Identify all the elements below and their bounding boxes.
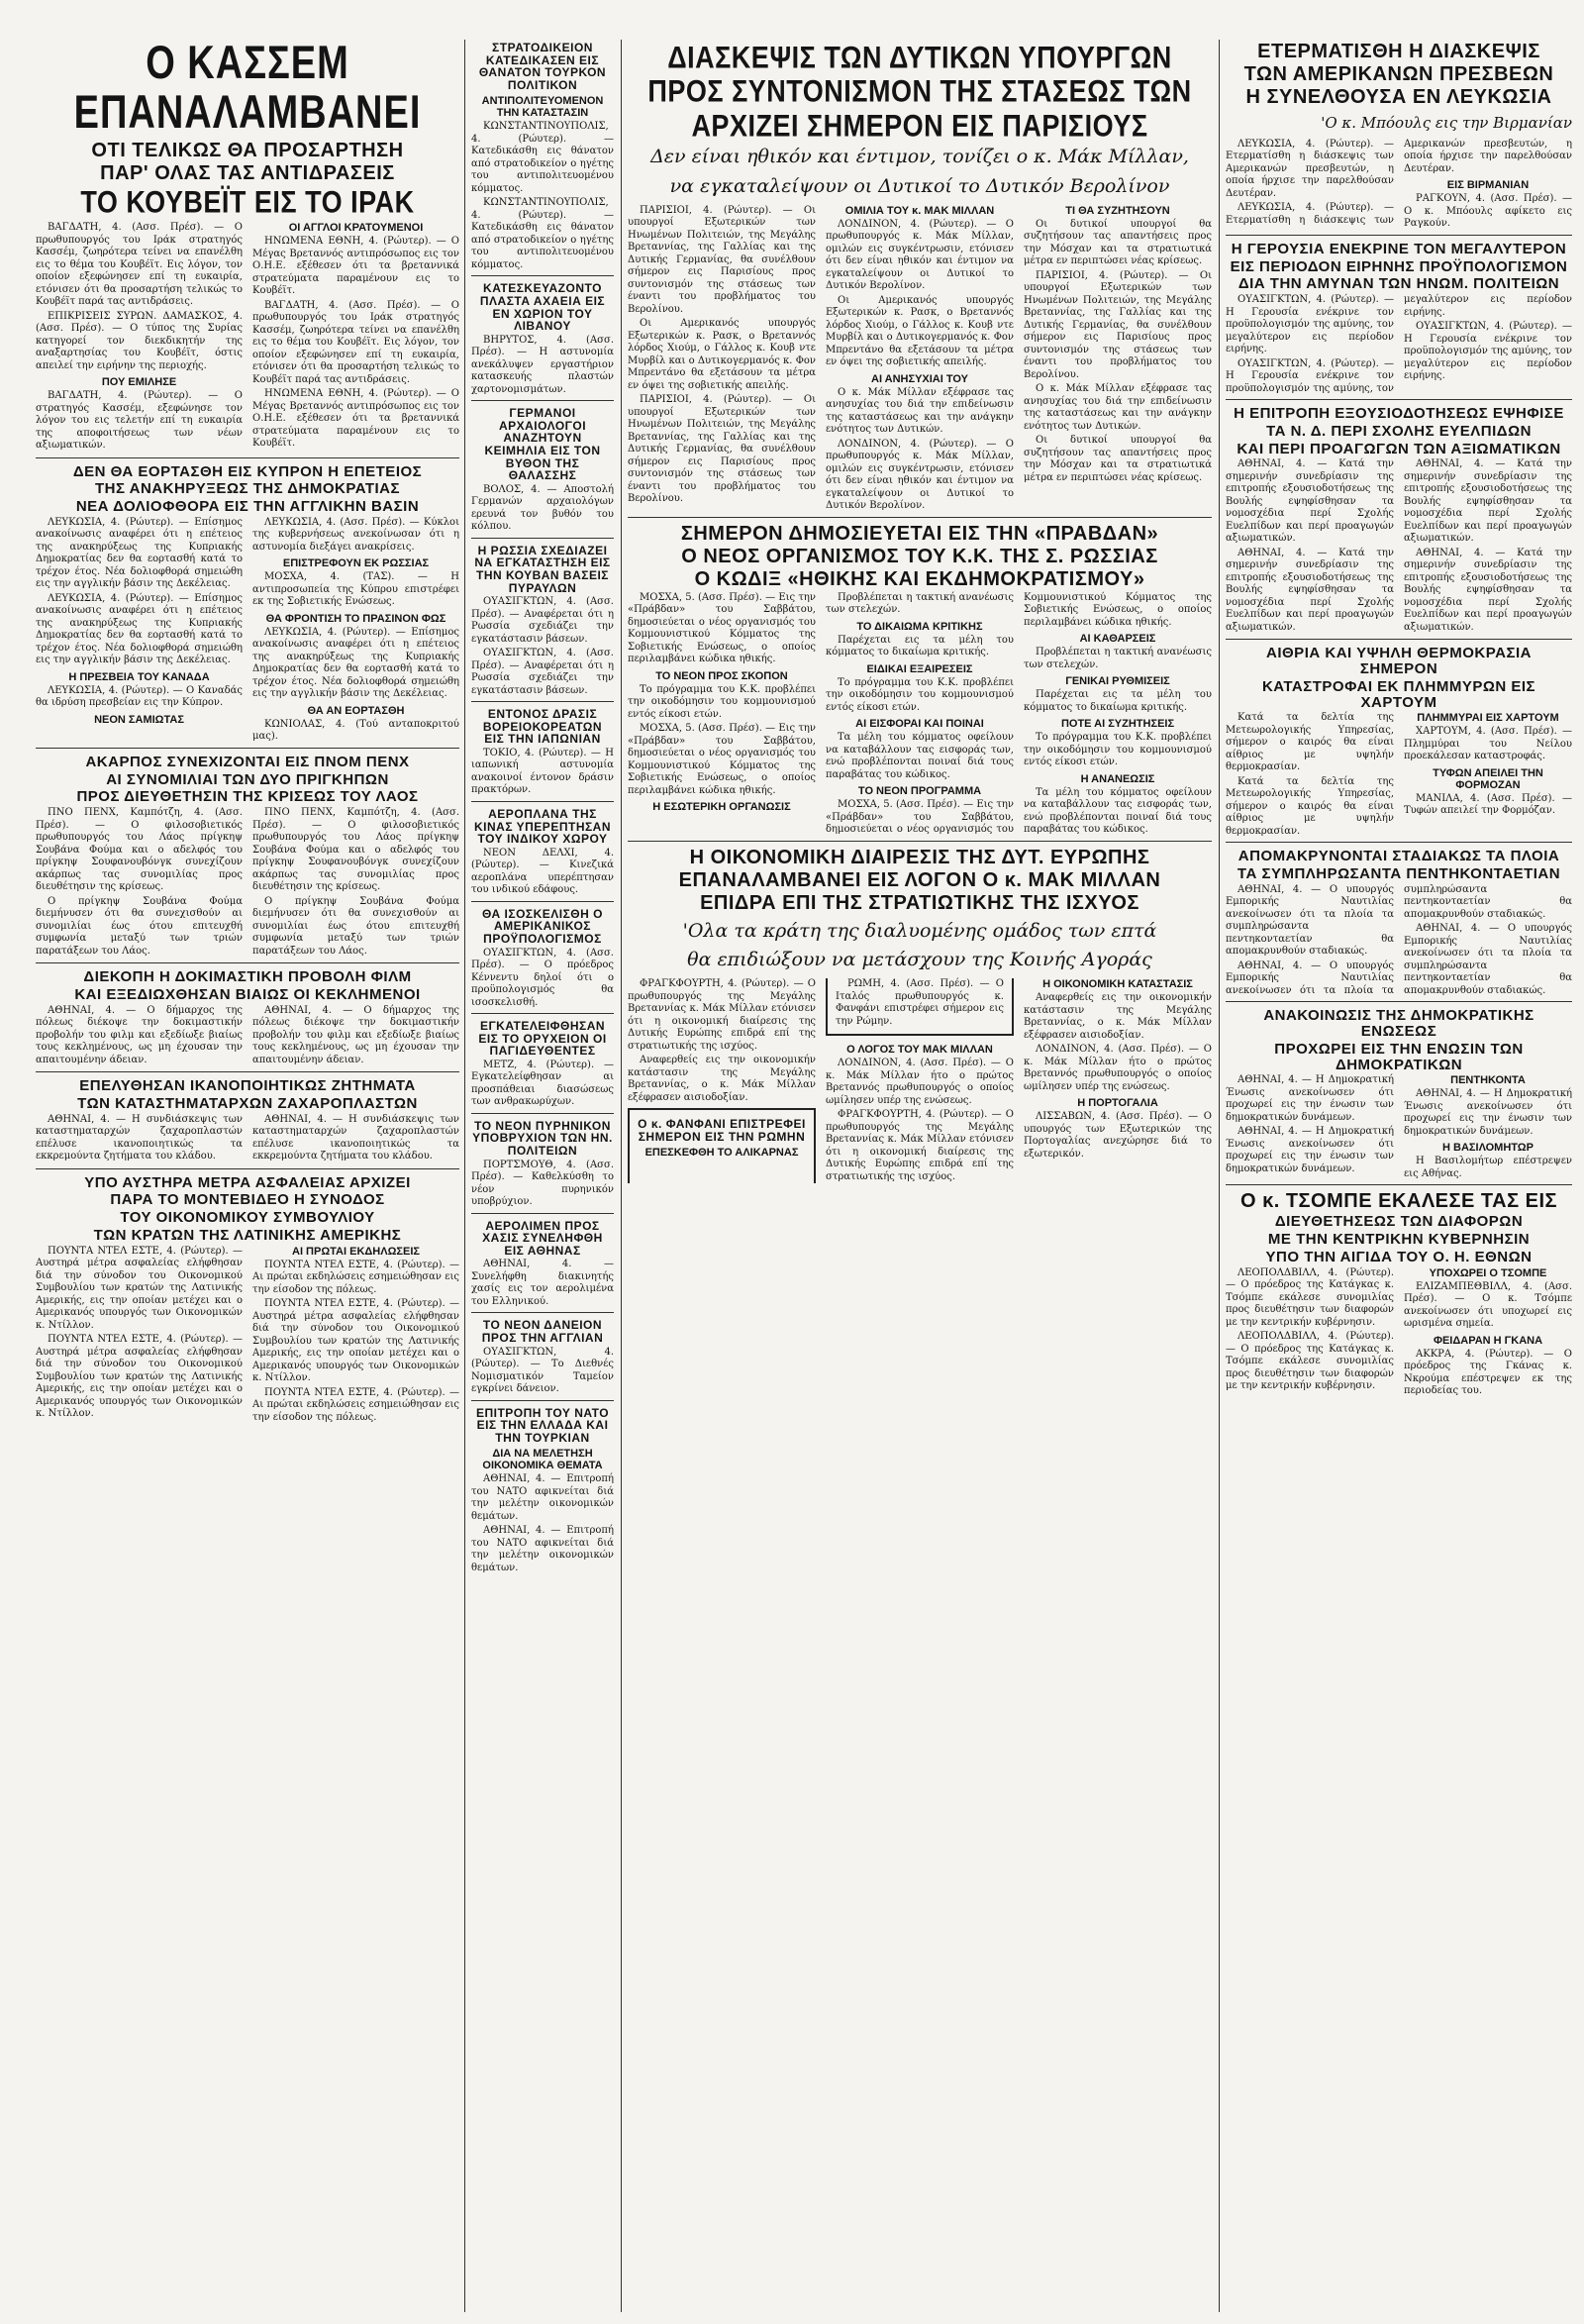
headline: ΠΑΡΑ ΤΟ ΜΟΝΤΕΒΙΔΕΟ Η ΣΥΝΟΔΟΣ (110, 1191, 385, 1209)
article-archaeologists (471, 407, 614, 539)
subheading: ΕΙΣ ΒΙΡΜΑΝΙΑΝ (1446, 179, 1530, 192)
paragraph: Παρέχεται εις τα μέλη του κόμματος το δικαίωμα κριτικής. (1024, 689, 1212, 713)
headline: ΕΝΤΟΝΟΣ ΔΡΑΣΙΣ ΒΟΡΕΙΟΚΟΡΕΑΤΩΝ ΕΙΣ ΤΗΝ ΙΑΠΩΝΙΑΝ (482, 707, 603, 747)
article-body (1226, 712, 1572, 838)
paragraph: ΛΙΣΣΑΒΩΝ, 4. (Ασσ. Πρέσ). — Ο υπουργός των Εξωτερικών της Πορτογαλίας ανεχώρησε διά το εξωτερικόν. (1024, 1111, 1212, 1160)
headline: ΕΤΕΡΜΑΤΙΣΘΗ Η ΔΙΑΣΚΕΨΙΣ (1257, 41, 1540, 62)
subheading: ΘΑ ΑΝ ΕΟΡΤΑΣΘΗ (307, 704, 405, 717)
headline: ΚΑΤΕΣΚΕΥΑΖΟΝΤΟ ΠΛΑΣΤΑ ΑΧΑΕΙΑ ΕΙΣ ΕΝ ΧΩΡΙΟΝ ΤΟΥ ΛΙΒΑΝΟΥ (479, 281, 606, 334)
paragraph: ΜΟΣΧΑ, 5. (Ασσ. Πρέσ). — Εις την «Πράβδαν» του Σαββάτου, δημοσιεύεται ο νέος οργανισμός του Κομμουνιστικού Κόμματος της Σοβιετικής Ενώσεως, ο οποίος περιλαμβάνει κώδικα ηθικής. (628, 723, 816, 796)
subheading: ΤΥΦΩΝ ΑΠΕΙΛΕΙ ΤΗΝ ΦΟΡΜΟΖΑΝ (1433, 766, 1543, 791)
article-body (1226, 884, 1572, 998)
article-body (36, 1005, 459, 1068)
article-body (1226, 139, 1572, 231)
paragraph: ΚΩΝΣΤΑΝΤΙΝΟΥΠΟΛΙΣ, 4. (Ρώυτερ). — Κατεδικάσθη εις θάνατον από στρατοδικείον ο ηγέτης του αντιπολιτευομένου κόμματος. (471, 197, 614, 270)
article-body (36, 222, 459, 454)
headline: Η ΕΠΙΤΡΟΠΗ ΕΞΟΥΣΙΟΔΟΤΗΣΕΩΣ ΕΨΗΦΙΣΕ (1234, 405, 1564, 422)
article-body (36, 1114, 459, 1164)
paragraph: ΒΑΓΔΑΤΗ, 4. (Ρώυτερ). — Ο στρατηγός Κασσέμ, εξεφώνησε τον λόγον του εις τελετήν επί τη ευκαιρία της αποφοιτήσεως των νέων αξιωματικών. (36, 390, 243, 452)
paragraph: ΑΘΗΝΑΙ, 4. — Επιτροπή του ΝΑΤΟ αφικνείται διά την μελέτην οικονομικών θεμάτων. (471, 1525, 614, 1573)
headline: ΤΩΝ ΚΑΤΑΣΤΗΜΑΤΑΡΧΩΝ ΖΑΧΑΡΟΠΛΑΣΤΩΝ (77, 1094, 418, 1112)
article-weather (1226, 646, 1572, 843)
article-budget (471, 908, 614, 1014)
column-rule (464, 40, 465, 2312)
subheading: ΠΕΝΤΗΚΟΝΤΑ (1450, 1074, 1526, 1087)
headline: ΠΡΟΧΩΡΕΙ ΕΙΣ ΤΗΝ ΕΝΩΣΙΝ ΤΩΝ ΔΗΜΟΚΡΑΤΙΚΩΝ (1274, 1040, 1524, 1073)
headline: ΠΑΡ' ΟΛΑΣ ΤΑΣ ΑΝΤΙΔΡΑΣΕΙΣ (100, 161, 395, 184)
article-body (1226, 1074, 1572, 1180)
article-senate (1226, 242, 1572, 400)
paragraph: Η Βασιλομήτωρ επέστρεψεν εις Αθήνας. (1404, 1156, 1572, 1179)
subheading: ΕΠΙΣΤΡΕΦΟΥΝ ΕΚ ΡΩΣΣΙΑΣ (282, 557, 430, 570)
article-lebanon (471, 282, 614, 401)
article-body (36, 807, 459, 959)
subheading: ΔΙΑ ΝΑ ΜΕΛΕΤΗΣΗ ΟΙΚΟΝΟΜΙΚΑ ΘΕΜΑΤΑ (482, 1448, 603, 1472)
subheading: ΠΟΥ ΕΜΙΛΗΣΕ (101, 376, 177, 389)
paragraph: ΑΚΚΡΑ, 4. (Ρώυτερ). — Ο πρόεδρος της Γκάνας κ. Νκρούμα επέστρεψεν εκ της περιοδείας του. (1404, 1348, 1572, 1396)
article-body (1226, 294, 1572, 395)
paragraph: ΛΕΥΚΩΣΙΑ, 4. (Ρώυτερ). — Ο Καναδάς θα ιδρύση πρεσβείαν εις την Κύπρον. (36, 684, 243, 709)
subheading: ΑΝΤΙΠΟΛΙΤΕΥΟΜΕΝΟΝ ΤΗΝ ΚΑΤΑΣΤΑΣΙΝ (481, 95, 604, 120)
article-body (1226, 458, 1572, 635)
paragraph: ΕΠΙΚΡΙΣΕΙΣ ΣΥΡΩΝ. ΔΑΜΑΣΚΟΣ, 4. (Ασσ. Πρέσ). — Ο τύπος της Συρίας κατηγορεί τον διεκδικητήν της αναξαρτησίας του Κουβέϊτ, όστις απειλεί την ειρήνην της περιοχής. (36, 310, 243, 371)
article-body (1226, 1267, 1572, 1398)
article-cyprus (36, 464, 459, 749)
article-tshombe (1226, 1191, 1572, 1401)
subheading: ΤΟ ΝΕΟΝ ΠΡΟΣ ΣΚΟΠΟΝ (655, 669, 788, 682)
paragraph: ΑΘΗΝΑΙ, 4. — Κατά την σημερινήν συνεδρίασιν της επιτροπής εξουσιοδοτήσεως της Βουλής εψηφίσθησαν τα νομοσχέδια περί Σχολής Ευελπίδων και περί προαγωγών αξιωματικών. (1226, 547, 1394, 633)
subheading: ΠΟΤΕ ΑΙ ΣΥΖΗΤΗΣΕΙΣ (1060, 718, 1175, 731)
paragraph: Οι Αμερικανός υπουργός Εξωτερικών κ. Ρασκ, ο Βρεταννός λόρδος Χιούμ, ο Γάλλος κ. Κουβ ντε Μυρβίλ και ο Δυτικογερμανός κ. Φον Μπρεντάνο θα εξετάσουν τα μέτρα εν όψει της σοβιετικής απειλής. (826, 294, 1014, 368)
headline: ΤΟ ΚΟΥΒΕΪΤ ΕΙΣ ΤΟ ΙΡΑΚ (80, 184, 415, 220)
article-russia-cuba (471, 545, 614, 702)
paragraph: ΠΟΥΝΤΑ ΝΤΕΛ ΕΣΤΕ, 4. (Ρώυτερ). — Αυστηρά μέτρα ασφαλείας ελήφθησαν διά την σύνοδον του Οικονομικού Συμβουλίου των κρατών της Λατινικής Αμερικής, εις την οποίαν μετέχει και ο Αμερικανός υπουργός των Οικονομικών κ. Ντίλλον. (252, 1298, 459, 1384)
subheading: ΤΟ ΔΙΚΑΙΩΜΑ ΚΡΙΤΙΚΗΣ (856, 620, 983, 633)
column-right (1226, 40, 1572, 2312)
headline: ΕΠΕΛΥΘΗΣΑΝ ΙΚΑΝΟΠΟΙΗΤΙΚΩΣ ΖΗΤΗΜΑΤΑ (79, 1077, 416, 1095)
paragraph: ΟΥΑΣΙΓΚΤΩΝ, 4. (Ρώυτερ). — Το Διεθνές Νομισματικόν Ταμείον εγκρίνει δάνειον. (471, 1346, 614, 1395)
article-body (628, 592, 1212, 837)
column-left (36, 40, 459, 2312)
paragraph: ΑΘΗΝΑΙ, 4. — Ο υπουργός Εμπορικής Ναυτιλίας ανεκοίνωσεν ότι τα πλοία τα συμπληρώσαντα πεντηκονταετίαν θα απομακρυνθούν σταδιακώς. (1226, 883, 1394, 958)
paragraph: ΗΝΩΜΕΝΑ ΕΘΝΗ, 4. (Ρώυτερ). — Ο Μέγας Βρεταννός αντιπρόσωπος εις τον Ο.Η.Ε. εξέθεσεν ότι τα βρεταννικά στρατεύματα παραμένουν εις το Κουβέϊτ. (252, 236, 459, 297)
subheading: ΤΟ ΝΕΟΝ ΠΡΟΓΡΑΜΜΑ (857, 785, 982, 798)
paragraph: ΑΘΗΝΑΙ, 4. — Ο υπουργός Εμπορικής Ναυτιλίας ανεκοίνωσεν ότι τα πλοία τα συμπληρώσαντα πεντηκονταετίαν θα απομακρυνθούν σταδιακώς. (1404, 923, 1572, 996)
subheading: ΤΙ ΘΑ ΣΥΖΗΤΗΣΟΥΝ (1065, 204, 1170, 217)
headline: Ο ΝΕΟΣ ΟΡΓΑΝΙΣΜΟΣ ΤΟΥ Κ.Κ. ΤΗΣ Σ. ΡΩΣΣΙΑΣ (681, 545, 1158, 567)
paragraph: ΑΘΗΝΑΙ, 4. — Η Δημοκρατική Ένωσις ανεκοίνωσεν ότι προχωρεί εις την ένωσιν των δημοκρατικών δυνάμεων. (1226, 1074, 1394, 1123)
headline: Ο κ. ΤΣΟΜΠΕ ΕΚΑΛΕΣΕ ΤΑΣ ΕΙΣ (1239, 1190, 1558, 1213)
paragraph: ΛΕΥΚΩΣΙΑ, 4. (Ρώυτερ). — Ετερματίσθη η διάσκεψις των Αμερικανών πρεσβευτών, η οποία ήρχισε την παρελθούσαν Δευτέραν. (1226, 138, 1572, 226)
headline: ΑΙΘΡΙΑ ΚΑΙ ΥΨΗΛΗ ΘΕΡΜΟΚΡΑΣΙΑ ΣΗΜΕΡΟΝ (1266, 645, 1532, 677)
subheading: ΑΙ ΑΝΗΣΥΧΙΑΙ ΤΟΥ (871, 372, 968, 385)
paragraph: ΑΘΗΝΑΙ, 4. — Η συνδιάσκεψις των καταστηματαρχών ζαχαροπλαστών επέλυσε ικανοποιητικώς τα εκκρεμούντα ζητήματα του κλάδου. (36, 1113, 243, 1162)
paragraph: Το πρόγραμμα του Κ.Κ. προβλέπει την οικοδόμησιν του κομμουνισμού εντός είκοσι ετών. (826, 676, 1014, 713)
headline: ΕΠΙΤΡΟΠΗ ΤΟΥ ΝΑΤΟ ΕΙΣ ΤΗΝ ΕΛΛΑΔΑ ΚΑΙ ΤΗΝ ΤΟΥΡΚΙΑΝ (475, 1405, 610, 1445)
paragraph: ΠΟΥΝΤΑ ΝΤΕΛ ΕΣΤΕ, 4. (Ρώυτερ). — Αι πρώται εκδηλώσεις εσημειώθησαν εις την είσοδον της πόλεως. (252, 1386, 459, 1423)
paragraph: ΠΟΥΝΤΑ ΝΤΕΛ ΕΣΤΕ, 4. (Ρώυτερ). — Αι πρώται εκδηλώσεις εσημειώθησαν εις την είσοδον της πόλεως. (252, 1259, 459, 1295)
paragraph: ΟΥΑΣΙΓΚΤΩΝ, 4. (Ρώυτερ). — Η Γερουσία ενέκρινε τον προϋπολογισμόν της αμύνης, τον μεγαλύτερον εις περίοδον ειρήνης. (1404, 321, 1572, 381)
article-japan (471, 708, 614, 802)
headline: ΣΤΡΑΤΟΔΙΚΕΙΟΝ ΚΑΤΕΔΙΚΑΣΕΝ ΕΙΣ ΘΑΝΑΤΟΝ ΤΟΥΡΚΟΝ ΠΟΛΙΤΙΚΟΝ (478, 41, 607, 92)
paragraph: ΛΕΥΚΩΣΙΑ, 4. (Ασσ. Πρέσ). — Κύκλοι της κυβερνήσεως ανεκοίνωσαν ότι η αστυνομία διεξάγει ανακρίσεις. (252, 516, 459, 553)
headline: ΚΑΙ ΠΕΡΙ ΠΡΟΑΓΩΓΩΝ ΤΩΝ ΑΞΙΩΜΑΤΙΚΩΝ (1237, 440, 1561, 457)
headline: ΜΕ ΤΗΝ ΚΕΝΤΡΙΚΗΝ ΚΥΒΕΡΝΗΣΙΝ (1267, 1231, 1531, 1248)
subheading: Η ΕΣΩΤΕΡΙΚΗ ΟΡΓΑΝΩΣΙΣ (652, 801, 791, 814)
paragraph: ΗΝΩΜΕΝΑ ΕΘΝΗ, 4. (Ρώυτερ). — Ο Μέγας Βρεταννός αντιπρόσωπος εις τον Ο.Η.Ε. εξέθεσεν ότι τα βρεταννικά στρατεύματα παραμένουν εις το Κουβέϊτ. (252, 388, 459, 450)
article-airport (471, 1220, 614, 1314)
paragraph: ΜΟΣΧΑ, 5. (Ασσ. Πρέσ). — Εις την «Πράβδαν» του Σαββάτου, δημοσιεύεται ο νέος οργανισμός του Κομμουνιστικού Κόμματος της Σοβιετικής Ενώσεως, ο οποίος περιλαμβάνει κώδικα ηθικής. (628, 591, 816, 665)
paragraph: ΡΩΜΗ, 4. (Ασσ. Πρέσ). — Ο Ιταλός πρωθυπουργός κ. Φανφάνι επιστρέφει σήμερον εις την Ρώμην. (836, 978, 1004, 1027)
paragraph: ΠΟΡΤΣΜΟΥΘ, 4. (Ασσ. Πρέσ). — Καθελκύσθη το νέον πυρηνικόν υποβρύχιον. (471, 1159, 614, 1208)
paragraph: ΜΟΣΧΑ, 4. (ΤΑΣ). — Η αντιπροσωπεία της Κύπρου επιστρέφει εκ της Σοβιετικής Ενώσεως. (252, 571, 459, 608)
headline: ΚΑΙ ΕΞΕΔΙΩΧΘΗΣΑΝ ΒΙΑΙΩΣ ΟΙ ΚΕΚΛΗΜΕΝΟΙ (74, 985, 421, 1003)
paragraph: ΟΥΑΣΙΓΚΤΩΝ, 4. (Ασσ. Πρέσ). — Αναφέρεται ότι η Ρωσσία σχεδιάζει την εγκατάστασιν βάσεων. (471, 648, 614, 696)
paragraph: ΛΟΝΔΙΝΟΝ, 4. (Ασσ. Πρέσ). — Ο κ. Μάκ Μίλλαν ήτο ο πρώτος Βρεταννός πρωθυπουργός ο οποίος ωμίλησεν υπέρ της ενώσεως. (1024, 1044, 1212, 1092)
subheading: ΕΠΕΣΚΕΦΘΗ ΤΟ ΑΛΙΚΑΡΝΑΣ (644, 1147, 799, 1160)
paragraph: ΦΡΑΓΚΦΟΥΡΤΗ, 4. (Ρώυτερ). — Ο πρωθυπουργός της Μεγάλης Βρεταννίας κ. Μάκ Μίλλαν ετόνισεν ότι η οικονομική διαίρεσις της Δυτικής Ευρώπης επιδρά επί της στρατιωτικής της ισχύος. (628, 978, 816, 1052)
article-loan (471, 1319, 614, 1400)
subheading: ΟΙ ΑΓΓΛΟΙ ΚΡΑΤΟΥΜΕΝΟΙ (288, 222, 424, 235)
article-court (471, 42, 614, 276)
subheading: Ο ΛΟΓΟΣ ΤΟΥ ΜΑΚ ΜΙΛΛΑΝ (846, 1044, 993, 1057)
paragraph: ΤΟΚΙΟ, 4. (Ρώυτερ). — Η ιαπωνική αστυνομία ανακοινοί έντονον δράσιν πρακτόρων. (471, 747, 614, 796)
paragraph: Προβλέπεται η τακτική ανανέωσις των στελεχών. (826, 591, 1014, 616)
paragraph: Ο κ. Μάκ Μίλλαν εξέφρασε τας ανησυχίας του διά την επιδείνωσιν της καταστάσεως και την ανάγκην ενότητος των Δυτικών. (1024, 383, 1212, 432)
headline: Η ΡΩΣΣΙΑ ΣΧΕΔΙΑΖΕΙ ΝΑ ΕΓΚΑΤΑΣΤΗΣΗ ΕΙΣ ΤΗΝ ΚΟΥΒΑΝ ΒΑΣΕΙΣ ΠΥΡΑΥΛΩΝ (474, 543, 611, 595)
headline: Η ΣΥΝΕΛΘΟΥΣΑ ΕΝ ΛΕΥΚΩΣΙΑ (1245, 86, 1552, 108)
paragraph: ΚΩΝΣΤΑΝΤΙΝΟΥΠΟΛΙΣ, 4. (Ρώυτερ). — Κατεδικάσθη εις θάνατον από στρατοδικείον ο ηγέτης του αντιπολιτευομένου κόμματος. (471, 121, 614, 194)
paragraph: Το πρόγραμμα του Κ.Κ. προβλέπει την οικοδόμησιν του κομμουνισμού εντός είκοσι ετών. (628, 683, 816, 720)
subheading: ΑΙ ΠΡΩΤΑΙ ΕΚΔΗΛΩΣΕΙΣ (292, 1245, 420, 1258)
paragraph: ΧΑΡΤΟΥΜ, 4. (Ασσ. Πρέσ). — Πλημμύραι του Νείλου προεκάλεσαν καταστροφάς. (1404, 726, 1572, 762)
subheading: Η ΠΡΕΣΒΕΙΑ ΤΟΥ ΚΑΝΑΔΑ (68, 670, 210, 683)
article-laos (36, 755, 459, 963)
paragraph: Το πρόγραμμα του Κ.Κ. προβλέπει την οικοδόμησιν του κομμουνισμού εντός είκοσι ετών. (1024, 732, 1212, 768)
paragraph: ΒΗΡΥΤΟΣ, 4. (Ασσ. Πρέσ). — Η αστυνομία ανεκάλυψεν εργαστήριον κατασκευής πλαστών χαρτονομισμάτων. (471, 334, 614, 395)
paragraph: ΠΑΡΙΣΙΟΙ, 4. (Ρώυτερ). — Οι υπουργοί Εξωτερικών των Ηνωμένων Πολιτειών, της Μεγάλης Βρεταννίας, της Γαλλίας και της Δυτικής Γερμανίας, θα συνέλθουν σήμερον εις Παρισίους προς συντονισμόν της στάσεως των έναντι του προβλήματος του Βερολίνου. (1024, 269, 1212, 380)
paragraph: Τα μέλη του κόμματος οφείλουν να καταβάλλουν τας εισφοράς των, ενώ προβλέπονται ποιναί διά τους παραβάτας του κώδικος. (1024, 786, 1212, 836)
article-ships (1226, 849, 1572, 1002)
headline: ΕΙΣ ΠΕΡΙΟΔΟΝ ΕΙΡΗΝΗΣ ΠΡΟΫΠΟΛΟΓΙΣΜΟΝ (1230, 257, 1568, 275)
headline: ΤΩΝ ΚΡΑΤΩΝ ΤΗΣ ΛΑΤΙΝΙΚΗΣ ΑΜΕΡΙΚΗΣ (93, 1226, 402, 1244)
article-china (471, 808, 614, 902)
paragraph: ΦΡΑΓΚΦΟΥΡΤΗ, 4. (Ρώυτερ). — Ο πρωθυπουργός της Μεγάλης Βρεταννίας κ. Μάκ Μίλλαν ετόνισεν ότι η οικονομική διαίρεσις της Δυτικής Ευρώπης επιδρά επί της στρατιωτικής της ισχύος. (826, 1109, 1014, 1182)
paragraph: ΜΟΣΧΑ, 5. (Ασσ. Πρέσ). — Εις την «Πράβδαν» του Σαββάτου, δημοσιεύεται ο νέος οργανισμός του Κομμουνιστικού Κόμματος της Σοβιετικής Ενώσεως, ο οποίος περιλαμβάνει κώδικα ηθικής. (826, 591, 1212, 836)
paragraph: Οι Αμερικανός υπουργός Εξωτερικών κ. Ρασκ, ο Βρεταννός λόρδος Χιούμ, ο Γάλλος κ. Κουβ ντε Μυρβίλ και ο Δυτικογερμανός κ. Φον Μπρεντάνο θα εξετάσουν τα μέτρα εν όψει της σοβιετικής απειλής. (628, 318, 816, 391)
paragraph: ΑΘΗΝΑΙ, 4. — Κατά την σημερινήν συνεδρίασιν της επιτροπής εξουσιοδοτήσεως της Βουλής εψηφίσθησαν τα νομοσχέδια περί Σχολής Ευελπίδων και περί προαγωγών αξιωματικών. (1404, 547, 1572, 633)
paragraph: ΟΥΑΣΙΓΚΤΩΝ, 4. (Ρώυτερ). — Η Γερουσία ενέκρινε τον προϋπολογισμόν της αμύνης, τον μεγαλύτερον εις περίοδον ειρήνης. (1226, 294, 1572, 394)
subheading: ΓΕΝΙΚΑΙ ΡΥΘΜΙΣΕΙΣ (1065, 675, 1170, 688)
deck: να εγκαταλείψουν οι Δυτικοί το Δυτικόν Βερολίνον (669, 174, 1170, 197)
headline: ΠΡΟΣ ΣΥΝΤΟΝΙΣΜΟΝ ΤΗΣ ΣΤΑΣΕΩΣ ΤΩΝ (647, 74, 1192, 109)
article-kassem (36, 40, 459, 458)
deck: 'Ολα τα κράτη της διαλυομένης ομάδος των επτά (682, 919, 1157, 942)
paragraph: ΛΟΝΔΙΝΟΝ, 4. (Ασσ. Πρέσ). — Ο κ. Μάκ Μίλλαν ήτο ο πρώτος Βρεταννός πρωθυπουργός ο οποίος ωμίλησεν υπέρ της ενώσεως. (826, 1058, 1014, 1106)
paragraph: ΑΘΗΝΑΙ, 4. — Κατά την σημερινήν συνεδρίασιν της επιτροπής εξουσιοδοτήσεως της Βουλής εψηφίσθησαν τα νομοσχέδια περί Σχολής Ευελπίδων και περί προαγωγών αξιωματικών. (1404, 458, 1572, 545)
headline: ΑΙ ΣΥΝΟΜΙΛΙΑΙ ΤΩΝ ΔΥΟ ΠΡΙΓΚΗΠΩΝ (106, 770, 389, 788)
headline: Η ΟΙΚΟΝΟΜΙΚΗ ΔΙΑΙΡΕΣΙΣ ΤΗΣ ΔΥΤ. ΕΥΡΩΠΗΣ (689, 846, 1150, 868)
paragraph: ΒΑΓΔΑΤΗ, 4. (Ασσ. Πρέσ). — Ο πρωθυπουργός του Ιράκ στρατηγός Κασσέμ, ζωηρότερα τείνει να επανέλθη εις το θέμα του Κουβέϊτ. Εις λόγον, τον οποίον εξεφώνησεν επί τη ευκαιρία, ετόνισεν ότι θα προσαρτήση τελικώς το Κουβέϊτ παρά τας αντιδράσεις. (252, 299, 459, 385)
headline: ΤΟ ΝΕΟΝ ΔΑΝΕΙΟΝ ΠΡΟΣ ΤΗΝ ΑΓΓΛΙΑΝ (481, 1318, 604, 1345)
paragraph: ΑΘΗΝΑΙ, 4. — Ο δήμαρχος της πόλεως διέκοψε την δοκιμαστικήν προβολήν του φιλμ και εξεδίωξε βιαίως τους κεκλημένους, ως μη έχουσαν την απαιτουμένην άδειαν. (252, 1004, 459, 1065)
paragraph: Αναφερθείς εις την οικονομικήν κατάστασιν της Μεγάλης Βρεταννίας, ο κ. Μάκ Μίλλαν εξέφρασεν αισιοδοξίαν. (1024, 992, 1212, 1041)
subheading: ΦΕΙΔΑΡΑΝ Η ΓΚΑΝΑ (1433, 1334, 1543, 1347)
headline: ΑΝΑΚΟΙΝΩΣΙΣ ΤΗΣ ΔΗΜΟΚΡΑΤΙΚΗΣ ΕΝΩΣΕΩΣ (1263, 1007, 1534, 1040)
article-film (36, 969, 459, 1072)
subheading: Η ΑΝΑΝΕΩΣΙΣ (1080, 772, 1155, 785)
paragraph: ΑΘΗΝΑΙ, 4. — Ο υπουργός Εμπορικής Ναυτιλίας ανεκοίνωσεν ότι τα πλοία τα συμπληρώσαντα πεντηκονταετίαν θα απομακρυνθούν σταδιακώς. (1226, 883, 1572, 996)
paragraph: ΛΕΟΠΟΛΔΒΙΛΛ, 4. (Ρώυτερ). — Ο πρόεδρος της Κατάγκας κ. Τσόμπε εκάλεσε συνομιλίας προς διευθέτησιν των διαφορών με την κεντρικήν κυβέρνησιν. (1226, 1331, 1394, 1391)
headline: ΠΡΟΣ ΔΙΕΥΘΕΤΗΣΙΝ ΤΗΣ ΚΡΙΣΕΩΣ ΤΟΥ ΛΑΟΣ (76, 788, 419, 806)
paragraph: ΟΥΑΣΙΓΚΤΩΝ, 4. (Ρώυτερ). — Η Γερουσία ενέκρινε τον προϋπολογισμόν της αμύνης, τον μεγαλύτερον εις περίοδον ειρήνης. (1226, 294, 1394, 354)
article-democratic-union (1226, 1008, 1572, 1185)
headline: ΥΠΟ ΑΥΣΤΗΡΑ ΜΕΤΡΑ ΑΣΦΑΛΕΙΑΣ ΑΡΧΙΖΕΙ (84, 1173, 411, 1191)
article-montevideo (36, 1175, 459, 1429)
paragraph: Ο πρίγκηψ Σουβάνα Φούμα διεμήνυσεν ότι θα συνεχισθούν αι συνομιλίαι έως ότου επιτευχθή συμφωνία μεταξύ των τριών παρατάξεων του Λάος. (252, 895, 459, 957)
paragraph: ΛΟΝΔΙΝΟΝ, 4. (Ρώυτερ). — Ο πρωθυπουργός κ. Μάκ Μίλλαν, ομιλών εις συγκέντρωσιν, ετόνισεν ότι δεν είναι ηθικόν και έντιμον να εγκαταλείψουν οι Δυτικοί το Δυτικόν Βερολίνον. (826, 218, 1014, 292)
paragraph: ΑΘΗΝΑΙ, 4. — Η Δημοκρατική Ένωσις ανεκοίνωσεν ότι προχωρεί εις την ένωσιν των δημοκρατικών δυνάμεων. (1404, 1088, 1572, 1137)
paragraph: ΛΕΟΠΟΛΔΒΙΛΛ, 4. (Ρώυτερ). — Ο πρόεδρος της Κατάγκας κ. Τσόμπε εκάλεσε συνομιλίας προς διευθέτησιν των διαφορών με την κεντρικήν κυβέρνησιν. (1226, 1266, 1394, 1328)
paragraph: ΛΕΥΚΩΣΙΑ, 4. (Ρώυτερ). — Επίσημος ανακοίνωσις αναφέρει ότι η επέτειος της ανακηρύξεως της Κυπριακής Δημοκρατίας δεν θα εορτασθή κατά το τρέχον έτος. Νέα δολιοφθορά σημειώθη εις την αγγλικήν βάσιν της Δεκέλειας. (252, 626, 459, 700)
paragraph: ΠΟΥΝΤΑ ΝΤΕΛ ΕΣΤΕ, 4. (Ρώυτερ). — Αυστηρά μέτρα ασφαλείας ελήφθησαν διά την σύνοδον του Οικονομικού Συμβουλίου των κρατών της Λατινικής Αμερικής, εις την οποίαν μετέχει και ο Αμερικανός υπουργός των Οικονομικών κ. Ντίλλον. (36, 1334, 243, 1420)
column-rule (1219, 40, 1220, 2312)
paragraph: Προβλέπεται η τακτική ανανέωσις των στελεχών. (1024, 647, 1212, 670)
headline: ΤΩΝ ΑΜΕΡΙΚΑΝΩΝ ΠΡΕΣΒΕΩΝ (1243, 63, 1554, 85)
headline: ΑΕΡΟΠΛΑΝΑ ΤΗΣ ΚΙΝΑΣ ΥΠΕΡΕΠΤΗΣΑΝ ΤΟΥ ΙΝΔΙΚΟΥ ΧΩΡΟΥ (473, 806, 612, 847)
article-body (628, 978, 1212, 1183)
headline: ΤΗΣ ΑΝΑΚΗΡΥΞΕΩΣ ΤΗΣ ΔΗΜΟΚΡΑΤΙΑΣ (95, 480, 400, 498)
paragraph: ΛΕΥΚΩΣΙΑ, 4. (Ρώυτερ). — Επίσημος ανακοίνωσις αναφέρει ότι η επέτειος της ανακηρύξεως της Κυπριακής Δημοκρατίας δεν θα εορτασθή κατά το τρέχον έτος. Νέα δολιοφθορά σημειώθη εις την αγγλικήν βάσιν της Δεκέλειας. (36, 592, 243, 666)
paragraph: ΜΑΝΙΛΑ, 4. (Ασσ. Πρέσ). — Τυφών απειλεί την Φορμόζαν. (1404, 792, 1572, 817)
paragraph: ΑΘΗΝΑΙ, 4. — Η συνδιάσκεψις των καταστηματαρχών ζαχαροπλαστών επέλυσε ικανοποιητικώς τα εκκρεμούντα ζητήματα του κλάδου. (252, 1113, 459, 1162)
paragraph: ΚΩΝΙΟΛΑΣ, 4. (Τού ανταποκριτού μας). (252, 718, 459, 743)
paragraph: Τα μέλη του κόμματος οφείλουν να καταβάλλουν τας εισφοράς των, ενώ προβλέπονται ποιναί διά τους παραβάτας του κώδικος. (826, 732, 1014, 780)
deck: Δεν είναι ηθικόν και έντιμον, τονίζει ο κ. Μάκ Μίλλαν, (650, 146, 1189, 168)
subheading: ΕΙΔΙΚΑΙ ΕΞΑΙΡΕΣΕΙΣ (866, 662, 973, 675)
paragraph: ΠΝΟ ΠΕΝΧ, Καμπότζη, 4. (Ασσ. Πρέσ). — Ο φιλοσοβιετικός πρωθυπουργός του Λάος πρίγκηψ Σουβάνα Φούμα και ο αδελφός του πρίγκηψ Σουφανουβόνγκ συνεχίζουν ακάρπως τας συνομιλίας προς διευθέτησιν της κρίσεως. (36, 807, 243, 893)
subheading: Η ΟΙΚΟΝΟΜΙΚΗ ΚΑΤΑΣΤΑΣΙΣ (1042, 978, 1193, 991)
paragraph: ΠΟΥΝΤΑ ΝΤΕΛ ΕΣΤΕ, 4. (Ρώυτερ). — Αυστηρά μέτρα ασφαλείας ελήφθησαν διά την σύνοδον του Οικονομικού Συμβουλίου των κρατών της Λατινικής Αμερικής, εις την οποίαν μετέχει και ο Αμερικανός υπουργός των Οικονομικών κ. Ντίλλον. (36, 1245, 243, 1331)
headline: ΤΑ Ν. Δ. ΠΕΡΙ ΣΧΟΛΗΣ ΕΥΕΛΠΙΔΩΝ (1266, 422, 1532, 440)
headline: ΕΠΙΔΡΑ ΕΠΙ ΤΗΣ ΣΤΡΑΤΙΩΤΙΚΗΣ ΤΗΣ ΙΣΧΥΟΣ (700, 891, 1139, 914)
deck: 'Ο κ. Μπόουλς εις την Βιρμανίαν (1321, 114, 1572, 132)
subheading: Η ΠΟΡΤΟΓΑΛΙΑ (1077, 1097, 1158, 1110)
paragraph: ΑΘΗΝΑΙ, 4. — Επιτροπή του ΝΑΤΟ αφικνείται διά την μελέτην οικονομικών θεμάτων. (471, 1473, 614, 1522)
article-ambassadors (1226, 42, 1572, 236)
paragraph: Κατά τα δελτία της Μετεωρολογικής Υπηρεσίας, σήμερον ο καιρός θα είναι αίθριος με υψηλήν θερμοκρασίαν. (1226, 712, 1394, 773)
headline: ΑΠΟΜΑΚΡΥΝΟΝΤΑΙ ΣΤΑΔΙΑΚΩΣ ΤΑ ΠΛΟΙΑ (1238, 848, 1560, 865)
headline: ΕΓΚΑΤΕΛΕΙΦΘΗΣΑΝ ΕΙΣ ΤΟ ΟΡΥΧΕΙΟΝ ΟΙ ΠΑΓΙΔΕΥΘΕΝΤΕΣ (478, 1019, 607, 1059)
headline: ΕΠΑΝΑΛΑΜΒΑΝΕΙ ΕΙΣ ΛΟΓΟΝ Ο κ. ΜΑΚ ΜΙΛΛΑΝ (678, 868, 1161, 891)
paragraph: ΠΝΟ ΠΕΝΧ, Καμπότζη, 4. (Ασσ. Πρέσ). — Ο φιλοσοβιετικός πρωθυπουργός του Λάος πρίγκηψ Σουβάνα Φούμα και ο αδελφός του πρίγκηψ Σουφανουβόνγκ συνεχίζουν ακάρπως τας συνομιλίας προς διευθέτησιν της κρίσεως. (252, 807, 459, 893)
subheading: ΟΜΙΛΙΑ ΤΟΥ κ. ΜΑΚ ΜΙΛΛΑΝ (844, 204, 995, 217)
paragraph: ΟΥΑΣΙΓΚΤΩΝ, 4. (Ασσ. Πρέσ). — Αναφέρεται ότι η Ρωσσία σχεδιάζει την εγκατάστασιν βάσεων. (471, 596, 614, 645)
headline: ΔΙΑΣΚΕΨΙΣ ΤΩΝ ΔΥΤΙΚΩΝ ΥΠΟΥΡΓΩΝ (667, 40, 1172, 75)
article-mine (471, 1020, 614, 1114)
headline: Ο κ. ΦΑΝΦΑΝΙ ΕΠΙΣΤΡΕΦΕΙ ΣΗΜΕΡΟΝ ΕΙΣ ΤΗΝ ΡΩΜΗΝ (638, 1117, 806, 1144)
headline: ΤΟ ΝΕΟΝ ΠΥΡΗΝΙΚΟΝ ΥΠΟΒΡΥΧΙΟΝ ΤΩΝ ΗΝ. ΠΟΛΙΤΕΙΩΝ (472, 1118, 613, 1158)
paragraph: Παρέχεται εις τα μέλη του κόμματος το δικαίωμα κριτικής. (826, 634, 1014, 658)
paragraph: ΑΘΗΝΑΙ, 4. — Κατά την σημερινήν συνεδρίασιν της επιτροπής εξουσιοδοτήσεως της Βουλής εψηφίσθησαν τα νομοσχέδια περί Σχολής Ευελπίδων και περί προαγωγών αξιωματικών. (1226, 458, 1394, 545)
column-main (628, 40, 1212, 2312)
subheading: ΑΙ ΚΑΘΑΡΣΕΙΣ (1079, 633, 1156, 646)
deck: θα επιδιώξουν να μετάσχουν της Κοινής Αγοράς (687, 949, 1152, 971)
subheading: ΠΛΗΜΜΥΡΑΙ ΕΙΣ ΧΑΡΤΟΥΜ (1417, 712, 1559, 725)
article-committee (1226, 406, 1572, 640)
headline: Η ΓΕΡΟΥΣΙΑ ΕΝΕΚΡΙΝΕ ΤΟΝ ΜΕΓΑΛΥΤΕΡΟΝ (1231, 240, 1567, 257)
article-europe-division (628, 848, 1212, 1188)
article-nato (471, 1407, 614, 1579)
headline: ΑΚΑΡΠΟΣ ΣΥΝΕΧΙΖΟΝΤΑΙ ΕΙΣ ΠΝΟΜ ΠΕΝΧ (85, 753, 410, 770)
article-body (628, 205, 1212, 513)
headline: ΔΕΝ ΘΑ ΕΟΡΤΑΣΘΗ ΕΙΣ ΚΥΠΡΟΝ Η ΕΠΕΤΕΙΟΣ (72, 462, 423, 480)
paragraph: ΑΘΗΝΑΙ, 4. — Ο δήμαρχος της πόλεως διέκοψε την δοκιμαστικήν προβολήν του φιλμ και εξεδίωξε βιαίως τους κεκλημένους, ως μη έχουσαν την απαιτουμένην άδειαν. (36, 1004, 243, 1065)
article-sugar (36, 1078, 459, 1169)
headline: ΑΕΡΟΛΙΜΕΝ ΠΡΟΣ ΧΑΣΙΣ ΣΥΝΕΛΗΦΘΗ ΕΙΣ ΑΘΗΝΑΣ (482, 1218, 603, 1258)
article-body (36, 517, 459, 744)
paragraph: ΠΑΡΙΣΙΟΙ, 4. (Ρώυτερ). — Οι υπουργοί Εξωτερικών των Ηνωμένων Πολιτειών, της Μεγάλης Βρεταννίας, της Γαλλίας και της Δυτικής Γερμανίας, θα συνέλθουν σήμερον εις Παρισίους προς συντονισμόν της στάσεως των έναντι του προβλήματος του Βερολίνου. (628, 394, 816, 505)
headline: ΔΙΕΥΘΕΤΗΣΕΩΣ ΤΩΝ ΔΙΑΦΟΡΩΝ (1274, 1213, 1524, 1231)
paragraph: Ο πρίγκηψ Σουβάνα Φούμα διεμήνυσεν ότι θα συνεχισθούν αι συνομιλίαι έως ότου επιτευχθή συμφωνία μεταξύ των τριών παρατάξεων του Λάος. (36, 895, 243, 957)
headline: Ο ΚΩΔΙΞ «ΗΘΙΚΗΣ ΚΑΙ ΕΚΔΗΜΟΚΡΑΤΙΣΜΟΥ» (694, 567, 1145, 590)
article-submarine (471, 1120, 614, 1214)
paragraph: ΕΛΙΖΑΜΠΕΘΒΙΛΛ, 4. (Ασσ. Πρέσ). — Ο κ. Τσόμπε ανεκοίνωσεν ότι υποχωρεί εις ωρισμένα σημεία. (1404, 1280, 1572, 1329)
paragraph: Κατά τα δελτία της Μετεωρολογικής Υπηρεσίας, σήμερον ο καιρός θα είναι αίθριος με υψηλήν θερμοκρασίαν. (1226, 775, 1394, 837)
headline: ΤΟΥ ΟΙΚΟΝΟΜΙΚΟΥ ΣΥΜΒΟΥΛΙΟΥ (120, 1209, 375, 1227)
paragraph: ΟΥΑΣΙΓΚΤΩΝ, 4. (Ασσ. Πρέσ). — Ο πρόεδρος Κέννεντυ δηλοί ότι ο προϋπολογισμός θα ισοσκελισθή. (471, 947, 614, 1008)
paragraph: ΜΕΤΖ, 4. (Ρώυτερ). — Εγκατελείφθησαν αι προσπάθειαι διασώσεως των ανθρακωρύχων. (471, 1059, 614, 1108)
column-narrow (471, 40, 614, 2312)
paragraph: ΛΕΥΚΩΣΙΑ, 4. (Ρώυτερ). — Ετερματίσθη η διάσκεψις των Αμερικανών πρεσβευτών, η οποία ήρχισε την παρελθούσαν Δευτέραν. (1226, 138, 1394, 199)
paragraph: Ο κ. Μάκ Μίλλαν εξέφρασε τας ανησυχίας του διά την επιδείνωσιν της καταστάσεως και την ανάγκην ενότητος των Δυτικών. (826, 386, 1014, 436)
paragraph: Οι δυτικοί υπουργοί θα συζητήσουν τας απαντήσεις προς την Μόσχαν και τα στρατιωτικά μέτρα εν περιπτώσει νέας κρίσεως. (1024, 435, 1212, 483)
paragraph: ΒΑΓΔΑΤΗ, 4. (Ασσ. Πρέσ). — Ο πρωθυπουργός του Ιράκ στρατηγός Κασσέμ, ζωηρότερα τείνει να επανέλθη εις το θέμα του Κουβέϊτ. Εις λόγον, τον οποίον εξεφώνησεν επί τη ευκαιρία, ετόνισεν ότι θα προσαρτήση τελικώς το Κουβέϊτ παρά τας αντιδράσεις. (36, 222, 243, 308)
article-body (36, 1246, 459, 1425)
paragraph: ΠΑΡΙΣΙΟΙ, 4. (Ρώυτερ). — Οι υπουργοί Εξωτερικών των Ηνωμένων Πολιτειών, της Μεγάλης Βρεταννίας, της Γαλλίας και της Δυτικής Γερμανίας, θα συνέλθουν σήμερον εις Παρισίους προς συντονισμόν της στάσεως των έναντι του προβλήματος του Βερολίνου. (628, 204, 816, 315)
paragraph: ΛΕΥΚΩΣΙΑ, 4. (Ρώυτερ). — Επίσημος ανακοίνωσις αναφέρει ότι η επέτειος της ανακηρύξεως της Κυπριακής Δημοκρατίας δεν θα εορτασθή κατά το τρέχον έτος. Νέα δολιοφθορά σημειώθη εις την αγγλικήν βάσιν της Δεκέλειας. (36, 516, 243, 590)
subheading: Η ΒΑΣΙΛΟΜΗΤΩΡ (1442, 1142, 1534, 1155)
headline: ΔΙΑ ΤΗΝ ΑΜΥΝΑΝ ΤΩΝ ΗΝΩΜ. ΠΟΛΙΤΕΙΩΝ (1238, 275, 1560, 293)
headline: ΑΡΧΙΖΕΙ ΣΗΜΕΡΟΝ ΕΙΣ ΠΑΡΙΣΙΟΥΣ (691, 108, 1148, 143)
paragraph: ΝΕΟΝ ΔΕΛΧΙ, 4. (Ρώυτερ). — Κινεζικά αεροπλάνα υπερέπτησαν του ινδικού εδάφους. (471, 847, 614, 896)
article-pravda (628, 524, 1212, 842)
subheading: ΝΕΟΝ ΣΑΜΙΩΤΑΣ (94, 713, 184, 726)
column-rule (621, 40, 622, 2312)
paragraph: Αναφερθείς εις την οικονομικήν κατάστασιν της Μεγάλης Βρεταννίας, ο κ. Μάκ Μίλλαν εξέφρασεν αισιοδοξίαν. (628, 1055, 816, 1103)
headline: ΝΕΑ ΔΟΛΙΟΦΘΟΡΑ ΕΙΣ ΤΗΝ ΑΓΓΛΙΚΗΝ ΒΑΣΙΝ (75, 498, 420, 516)
headline: ΥΠΟ ΤΗΝ ΑΙΓΙΔΑ ΤΟΥ Ο. Η. ΕΘΝΩΝ (1265, 1248, 1533, 1265)
paragraph: ΒΟΛΟΣ, 4. — Αποστολή Γερμανών αρχαιολόγων ερευνά τον βυθόν του κόλπου. (471, 483, 614, 533)
headline: ΚΑΤΑΣΤΡΟΦΑΙ ΕΚ ΠΛΗΜΜΥΡΩΝ ΕΙΣ ΧΑΡΤΟΥΜ (1261, 677, 1536, 711)
paragraph: ΡΑΓΚΟΥΝ, 4. (Ασσ. Πρέσ). — Ο κ. Μπόουλς αφίκετο εις Ραγκούν. (1404, 193, 1572, 230)
headline: Ο ΚΑΣΣΕΜ ΕΠΑΝΑΛΑΜΒΑΝΕΙ (73, 40, 422, 139)
paragraph: ΑΘΗΝΑΙ, 4. — Η Δημοκρατική Ένωσις ανεκοίνωσεν ότι προχωρεί εις την ένωσιν των δημοκρατικών δυνάμεων. (1226, 1126, 1394, 1174)
headline: ΔΙΕΚΟΠΗ Η ΔΟΚΙΜΑΣΤΙΚΗ ΠΡΟΒΟΛΗ ΦΙΛΜ (83, 968, 412, 986)
subheading: ΘΑ ΦΡΟΝΤΙΣΗ ΤΟ ΠΡΑΣΙΝΟΝ ΦΩΣ (265, 612, 446, 625)
headline: ΤΑ ΣΥΜΠΛΗΡΩΣΑΝΤΑ ΠΕΝΤΗΚΟΝΤΑΕΤΙΑΝ (1237, 865, 1561, 882)
subheading: ΥΠΟΧΩΡΕΙ Ο ΤΣΟΜΠΕ (1429, 1266, 1547, 1279)
paragraph: ΑΘΗΝΑΙ, 4. — Συνελήφθη διακινητής χασίς εις τον αερολιμένα του Ελληνικού. (471, 1259, 614, 1307)
paragraph: ΛΟΝΔΙΝΟΝ, 4. (Ρώυτερ). — Ο πρωθυπουργός κ. Μάκ Μίλλαν, ομιλών εις συγκέντρωσιν, ετόνισεν ότι δεν είναι ηθικόν και έντιμον να εγκαταλείψουν οι Δυτικοί το Δυτικόν Βερολίνον. (826, 438, 1014, 512)
headline: ΟΤΙ ΤΕΛΙΚΩΣ ΘΑ ΠΡΟΣΑΡΤΗΣΗ (91, 139, 404, 161)
headline: ΘΑ ΙΣΟΣΚΕΛΙΣΘΗ Ο ΑΜΕΡΙΚΑΝΙΚΟΣ ΠΡΟΫΠΟΛΟΓΙΣΜΟΣ (482, 906, 603, 946)
paragraph: Οι δυτικοί υπουργοί θα συζητήσουν τας απαντήσεις προς την Μόσχαν και τα στρατιωτικά μέτρα εν περιπτώσει νέας κρίσεως. (1024, 218, 1212, 267)
subheading: ΑΙ ΕΙΣΦΟΡΑΙ ΚΑΙ ΠΟΙΝΑΙ (855, 718, 984, 731)
headline: ΓΕΡΜΑΝΟΙ ΑΡΧΑΙΟΛΟΓΟΙ ΑΝΑΖΗΤΟΥΝ ΚΕΙΜΗΛΙΑ ΕΙΣ ΤΟΝ ΒΥΘΟΝ ΤΗΣ ΘΑΛΑΣΣΗΣ (484, 406, 601, 483)
headline: ΣΗΜΕΡΟΝ ΔΗΜΟΣΙΕΥΕΤΑΙ ΕΙΣ ΤΗΝ «ΠΡΑΒΔΑΝ» (680, 522, 1159, 545)
article-paris-conference (628, 40, 1212, 518)
